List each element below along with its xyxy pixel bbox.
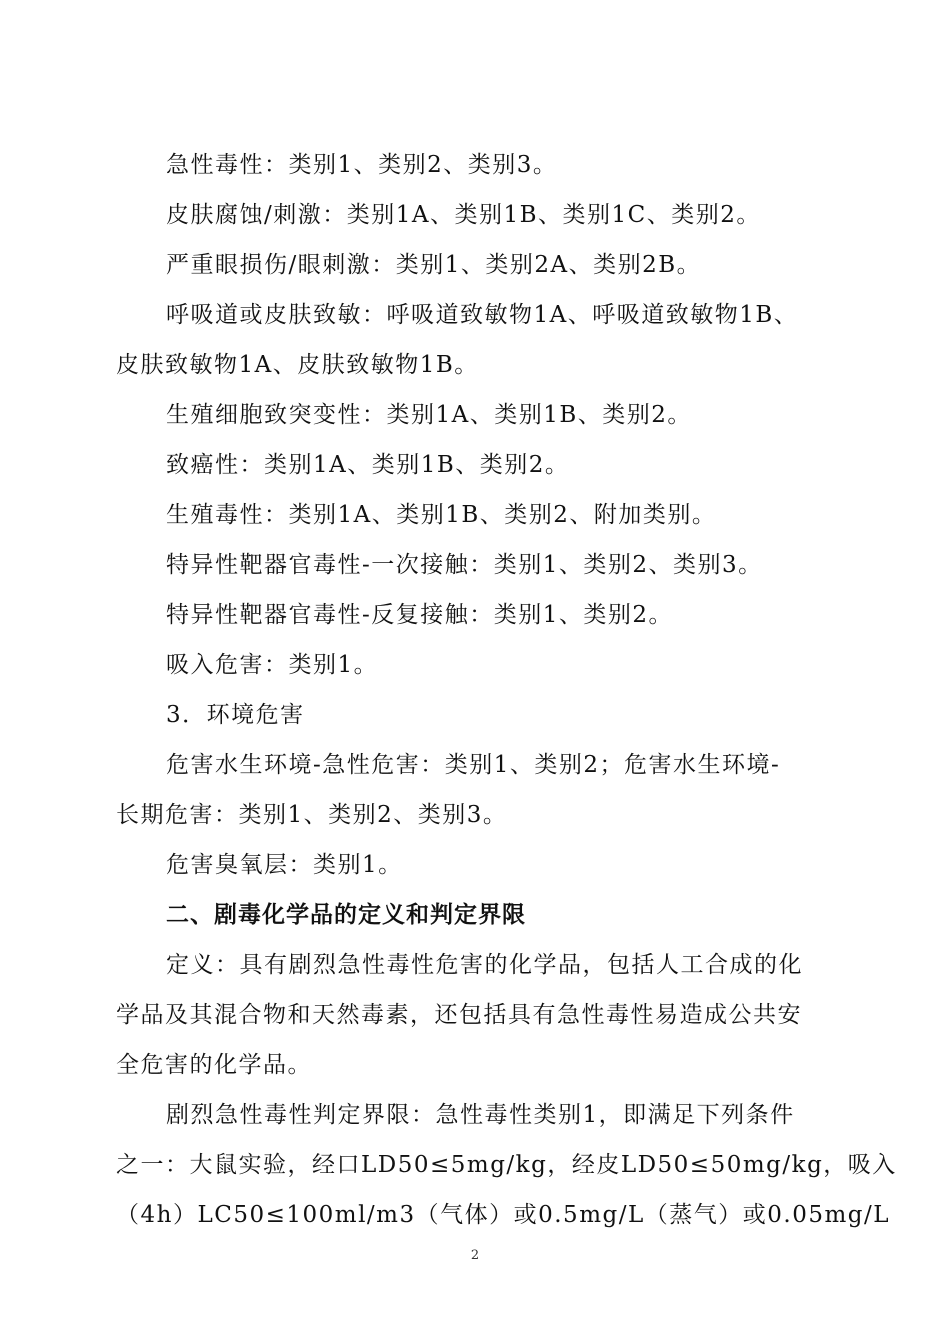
section-heading-environmental: 3．环境危害 xyxy=(166,702,305,728)
text-line-threshold-3: （4h）LC50≤100ml/m3（气体）或0.5mg/L（蒸气）或0.05mg/L xyxy=(116,1202,891,1228)
text-line-reproductive-toxicity: 生殖毒性：类别1A、类别1B、类别2、附加类别。 xyxy=(166,502,717,528)
text-line-mutagenicity: 生殖细胞致突变性：类别1A、类别1B、类别2。 xyxy=(166,402,692,428)
text-line-skin-corrosion: 皮肤腐蚀/刺激：类别1A、类别1B、类别1C、类别2。 xyxy=(166,202,761,228)
text-line-sensitization-2: 皮肤致敏物1A、皮肤致敏物1B。 xyxy=(116,352,479,378)
text-line-acute-toxicity: 急性毒性：类别1、类别2、类别3。 xyxy=(166,152,558,178)
page-number: 2 xyxy=(470,1248,480,1263)
text-line-carcinogenicity: 致癌性：类别1A、类别1B、类别2。 xyxy=(166,452,570,478)
section-heading-definition: 二、剧毒化学品的定义和判定界限 xyxy=(166,902,526,928)
text-line-definition-2: 学品及其混合物和天然毒素，还包括具有急性毒性易造成公共安 xyxy=(116,1002,802,1028)
text-line-definition-1: 定义：具有剧烈急性毒性危害的化学品，包括人工合成的化 xyxy=(166,952,803,978)
text-line-eye-damage: 严重眼损伤/眼刺激：类别1、类别2A、类别2B。 xyxy=(166,252,702,278)
text-line-sensitization-1: 呼吸道或皮肤致敏：呼吸道致敏物1A、呼吸道致敏物1B、 xyxy=(166,302,799,328)
text-line-stot-single: 特异性靶器官毒性-一次接触：类别1、类别2、类别3。 xyxy=(166,552,763,578)
text-line-threshold-2: 之一：大鼠实验，经口LD50≤5mg/kg，经皮LD50≤50mg/kg，吸入 xyxy=(116,1152,897,1178)
text-line-definition-3: 全危害的化学品。 xyxy=(116,1052,312,1078)
text-line-ozone: 危害臭氧层：类别1。 xyxy=(166,852,403,878)
text-line-aspiration: 吸入危害：类别1。 xyxy=(166,652,379,678)
text-line-aquatic-2: 长期危害：类别1、类别2、类别3。 xyxy=(116,802,508,828)
text-line-threshold-1: 剧烈急性毒性判定界限：急性毒性类别1，即满足下列条件 xyxy=(166,1102,795,1128)
text-line-stot-repeated: 特异性靶器官毒性-反复接触：类别1、类别2。 xyxy=(166,602,674,628)
text-line-aquatic-1: 危害水生环境-急性危害：类别1、类别2；危害水生环境- xyxy=(166,752,781,778)
